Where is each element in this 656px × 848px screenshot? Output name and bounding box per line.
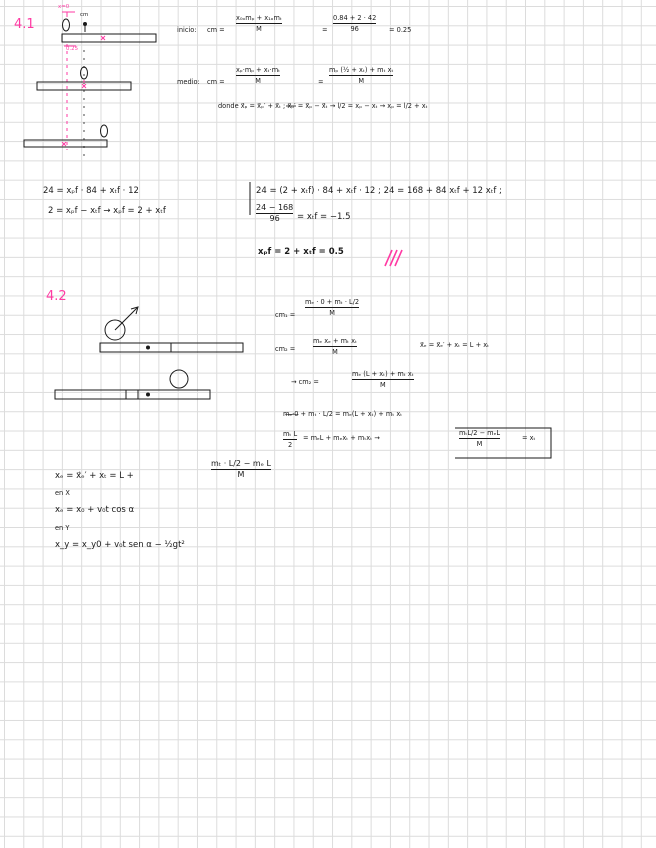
fraction-denominator: 96 [269,214,280,223]
fraction-denominator: M [476,440,483,448]
cm-equals: cm = [207,78,225,86]
inicio-label: inicio: [177,26,197,34]
wheel-plank-sketch-1 [100,307,243,352]
equation-b1: 24 = (2 + xₜf) · 84 + xₜf · 12 ; 24 = 168 + 84 xₜf + 12 xₜf ; [256,186,502,196]
fraction-denominator: M [358,77,365,85]
fraction-numerator: mₚ (½ + xₜ) + mₜ xₜ [329,66,394,74]
origin-label: x=0 [58,4,70,10]
cm2b-fraction [352,370,414,389]
fraction-denominator: M [329,309,335,317]
fraction-numerator: 0.84 + 2 · 42 [333,14,377,22]
inicio-fraction [236,14,282,33]
fraction-denominator: M [332,348,338,356]
medio-fraction [236,66,280,85]
plank-sketch-1 [62,12,156,46]
xe-projectile-equation: xₑ = x₀ + v₀t cos α [55,505,135,515]
xt-solution-result: = xₜ [522,434,536,442]
cm2b-lhs: → cm₂ = [291,378,319,386]
balance-equation: m̶ₑ̶·̶0̶ + mₜ · L/2 = mₑ(L + xₜ) + mₜ xₜ [283,410,403,418]
xt-solution-fraction [459,429,500,448]
cm1-fraction [305,298,359,317]
inicio-fraction-values [333,14,376,33]
fraction-numerator: 24 − 168 [256,203,294,212]
equals-sign: = [318,78,324,86]
cm-marker-label: cm [80,12,89,18]
xe-expression-lhs: xₑ = x⃗ₑ′ + xₜ = L + [55,471,134,481]
medio-fraction-expanded [329,66,393,85]
fraction-numerator: mₜL/2 − mₑL [459,429,501,437]
cm2-lhs: cm₂ = [275,345,296,353]
cm2-fraction [313,337,357,356]
fraction-denominator: 96 [350,25,359,33]
cm1-lhs: cm₁ = [275,311,296,319]
fraction-denominator: M [237,470,245,479]
medio-label: medio: [177,78,200,86]
problem-number-4-2: 4.2 [46,289,67,304]
problem-number-4-1: 4.1 [14,17,35,32]
fraction-numerator: mₑ · 0 + mₜ · L/2 [305,298,360,306]
check-mark-icon [385,250,402,266]
fraction-numerator: mₜ · L/2 − mₑ L [211,459,271,468]
fraction-denominator: M [255,77,261,85]
en-x-label: en X [55,489,70,497]
distance-label: 0.25 [66,46,79,52]
plank-sketch-3 [24,125,108,147]
plank-sketch-2 [37,67,131,90]
inicio-result: = 0.25 [389,26,412,34]
fraction-denominator: M [256,25,262,33]
fraction-numerator: mₑ (L + xₜ) + mₜ xₜ [352,370,414,378]
xy-projectile-equation: x_y = x_y0 + v₀t sen α − ½gt² [55,540,185,550]
xe-fraction [211,460,271,479]
fraction-numerator: mₜ L [283,430,298,438]
equation-b2-result: = xₜf = −1.5 [297,212,351,222]
fraction-numerator: mₑ xₑ + mₜ xₜ [313,337,357,345]
balance-expansion: = mₑL + mₑxₜ + mₜxₜ → [303,434,380,442]
fraction-denominator: M [379,381,386,389]
en-y-label: en Y [55,524,70,532]
fraction-numerator: x₀ₒmₚ + x₁ₒmₜ [236,14,282,22]
equals-sign: = [322,26,328,34]
equation-a1: 24 = xₚf · 84 + xₜf · 12 [43,186,139,196]
cm-equals: cm = [207,26,225,34]
wheel-plank-sketch-2 [55,370,210,399]
balance-lhs-fraction [283,430,297,449]
equation-b2-fraction [256,204,293,223]
final-answer-4-1: xₚf = 2 + xₜf = 0.5 [258,247,344,257]
fraction-numerator: xₚ·mₚ + xₜ·mₜ [236,66,281,74]
fraction-denominator: 2 [287,441,293,449]
cm2-vector-relation: x⃗ₑ = x⃗ₑ′ + xₜ = L + xₜ [420,341,490,349]
equation-a2: 2 = xₚf − xₜf → xₚf = 2 + xₜf [48,206,166,216]
donde-line: donde x⃗ₚ = x⃗ₚ′ + x⃗ₜ ; x⃗ₚ′ = x⃗ₚ − x⃗ₜ → l/2 = xₚ − xₜ → xₚ = l/2 + xₜ [218,102,428,110]
